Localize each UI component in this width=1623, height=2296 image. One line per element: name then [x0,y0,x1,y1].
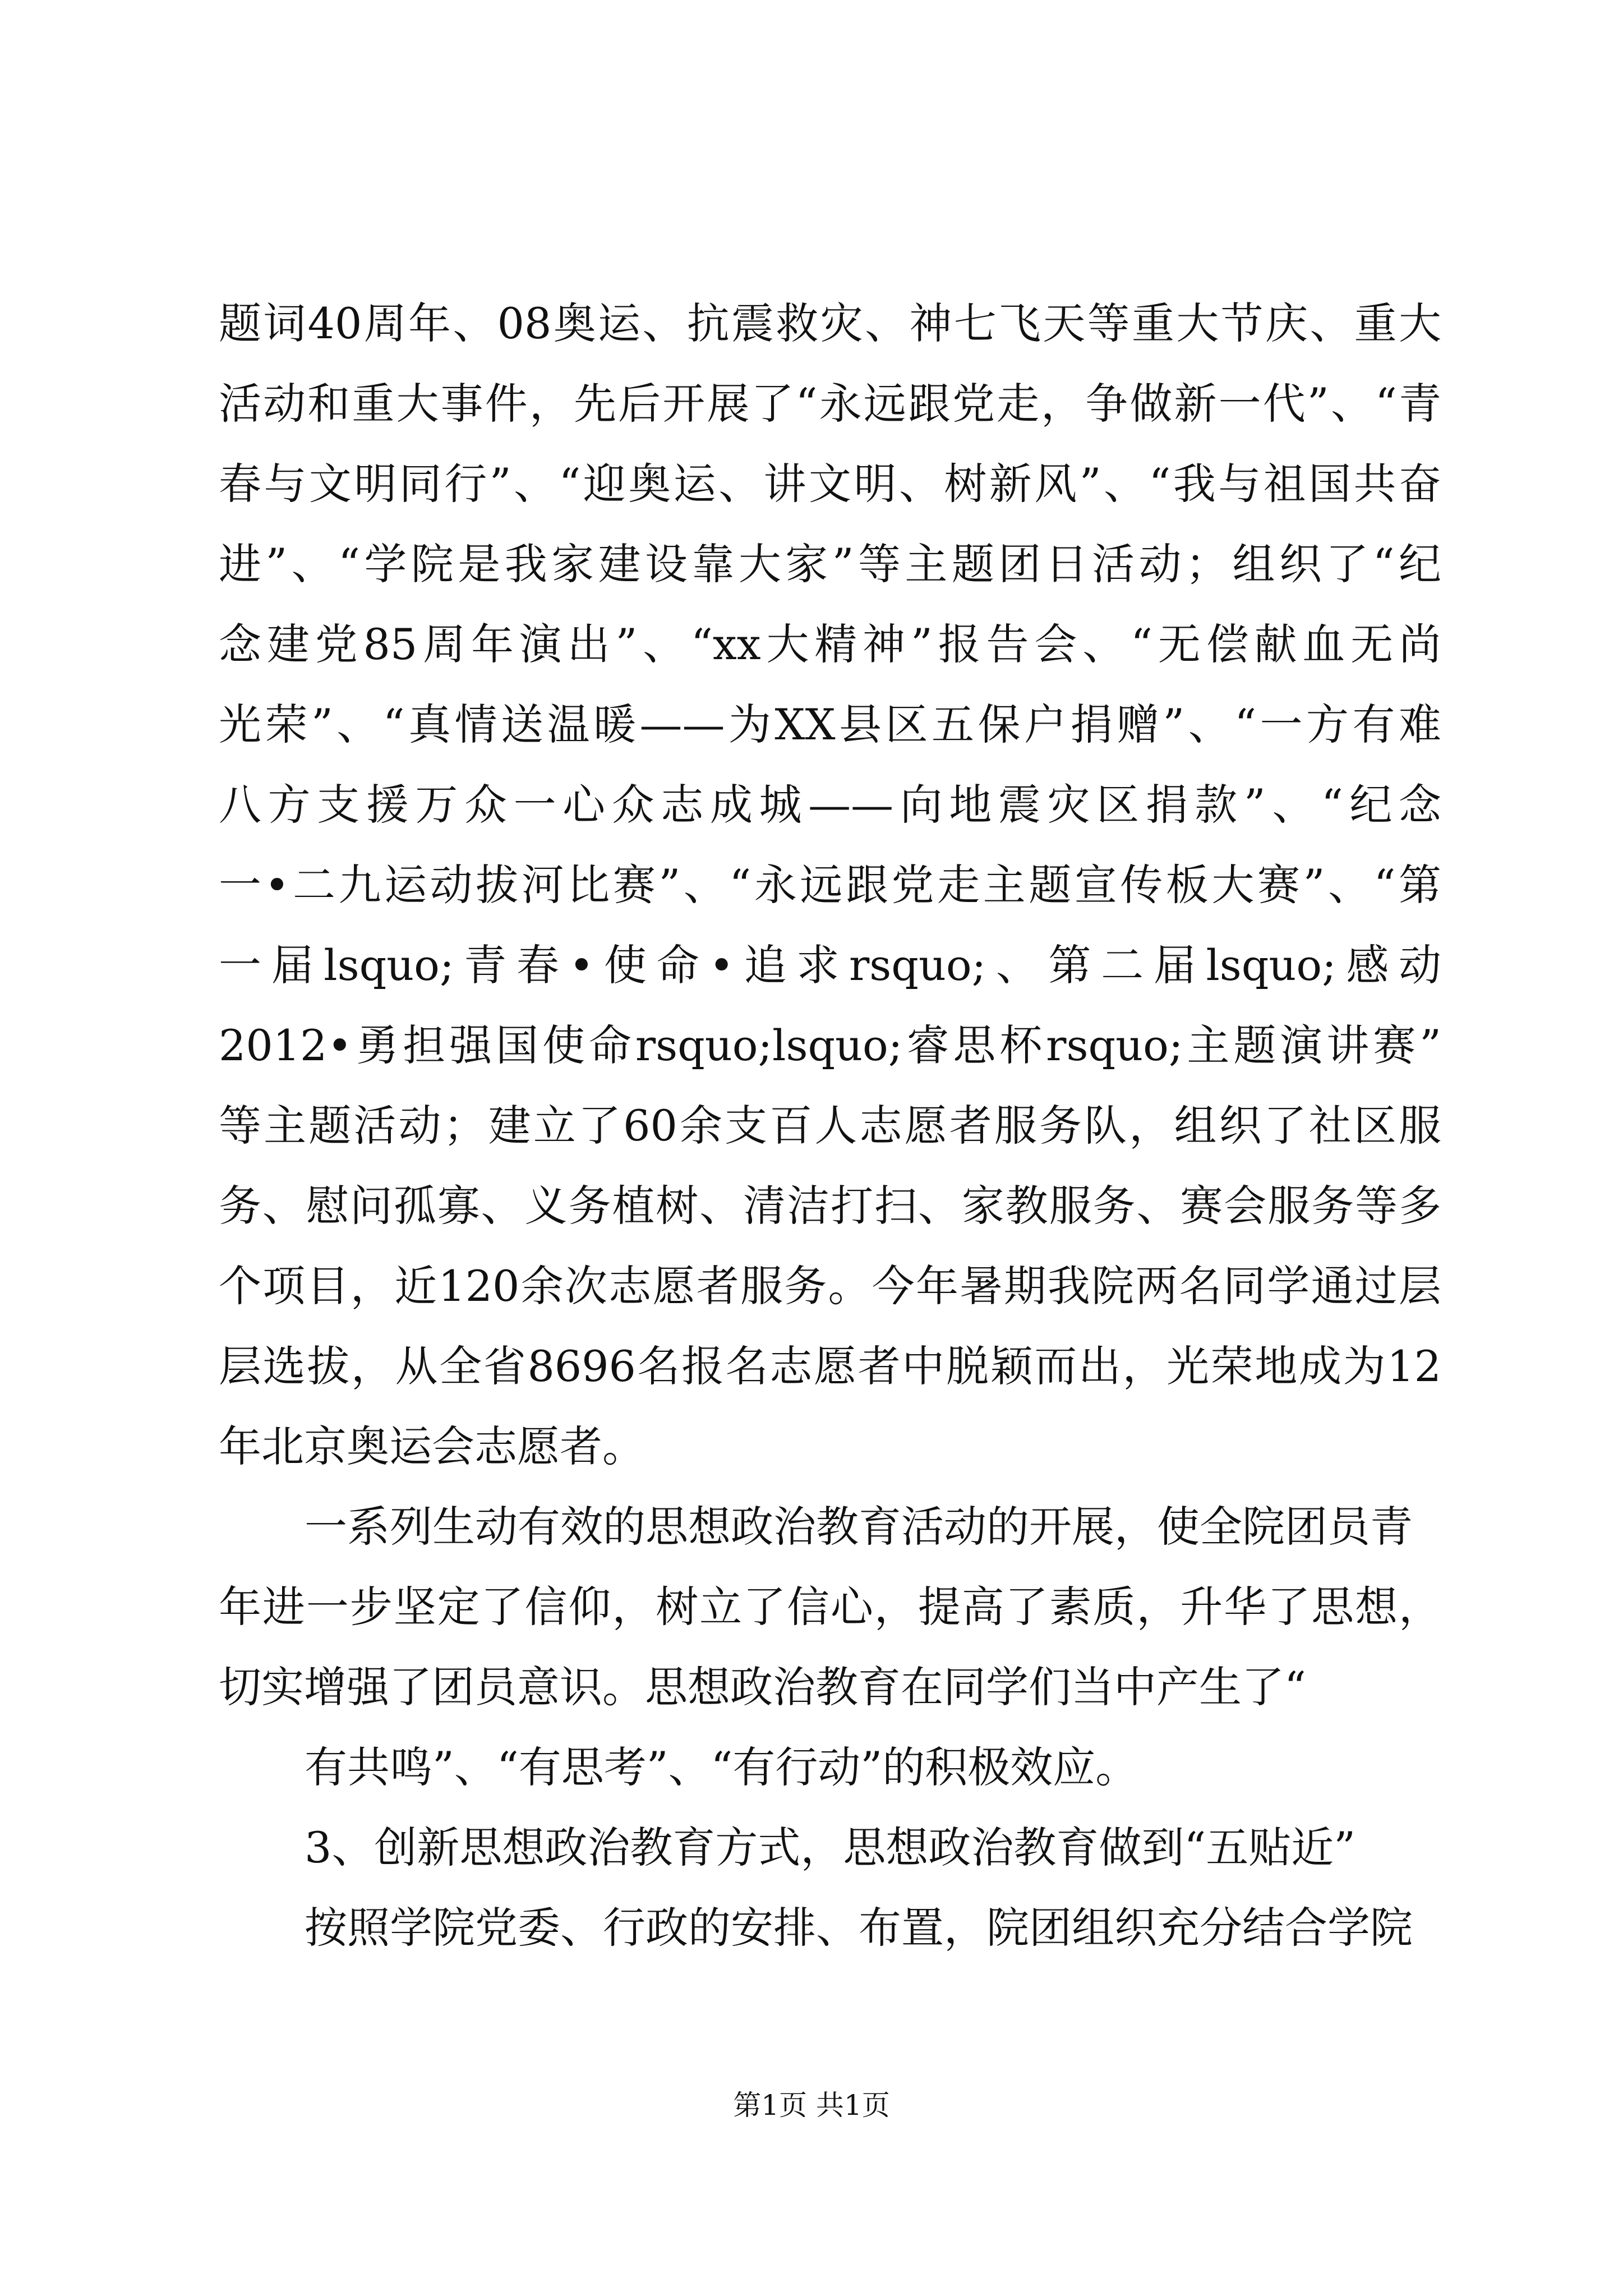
text-line: 一•二九运动拔河比赛”、“永远跟党走主题宣传板大赛”、“第 [219,860,1441,910]
text-line: 一系列生动有效的思想政治教育活动的开展，使全院团员青 [305,1502,1413,1552]
text-line: 务、慰问孤寡、义务植树、清洁打扫、家教服务、赛会服务等多 [219,1181,1441,1231]
page-footer: 第1页 共1页 [733,2089,890,2122]
text-line: 切实增强了团员意识。思想政治教育在同学们当中产生了“ [219,1662,1306,1712]
text-line: 3、创新思想政治教育方式，思想政治教育做到“五贴近” [305,1823,1356,1872]
text-line: 春与文明同行”、“迎奥运、讲文明、树新风”、“我与祖国共奋 [219,459,1441,509]
text-line: 等主题活动；建立了60余支百人志愿者服务队，组织了社区服 [219,1101,1441,1151]
body-text [219,283,1441,1968]
text-line: 进”、“学院是我家建设靠大家”等主题团日活动；组织了“纪 [219,539,1441,589]
text-line: 活动和重大事件，先后开展了“永远跟党走，争做新一代”、“青 [219,379,1441,429]
text-line: 有共鸣”、“有思考”、“有行动”的积极效应。 [305,1742,1138,1792]
text-line: 按照学院党委、行政的安排、布置，院团组织充分结合学院 [305,1903,1413,1953]
text-line: 八方支援万众一心众志成城——向地震灾区捐款”、“纪念 [219,780,1441,830]
text-line: 个项目，近120余次志愿者服务。今年暑期我院两名同学通过层 [219,1261,1441,1311]
text-line: 念建党85周年演出”、“xx大精神”报告会、“无偿献血无尚 [219,619,1441,669]
text-line: 年进一步坚定了信仰，树立了信心，提高了素质，升华了思想， [219,1582,1441,1632]
text-line: 光荣”、“真情送温暖——为XX县区五保户捐赠”、“一方有难 [219,700,1441,749]
text-line: 2012•勇担强国使命rsquo;lsquo;睿思杯rsquo;主题演讲赛” [219,1020,1441,1070]
text-line: 层选拔，从全省8696名报名志愿者中脱颖而出，光荣地成为12 [219,1341,1441,1391]
text-line: 题词40周年、08奥运、抗震救灾、神七飞天等重大节庆、重大 [219,298,1441,348]
text-line: 年北京奥运会志愿者。 [219,1421,645,1471]
text-line: 一届lsquo;青春•使命•追求rsquo;、第二届lsquo;感动 [219,940,1441,990]
